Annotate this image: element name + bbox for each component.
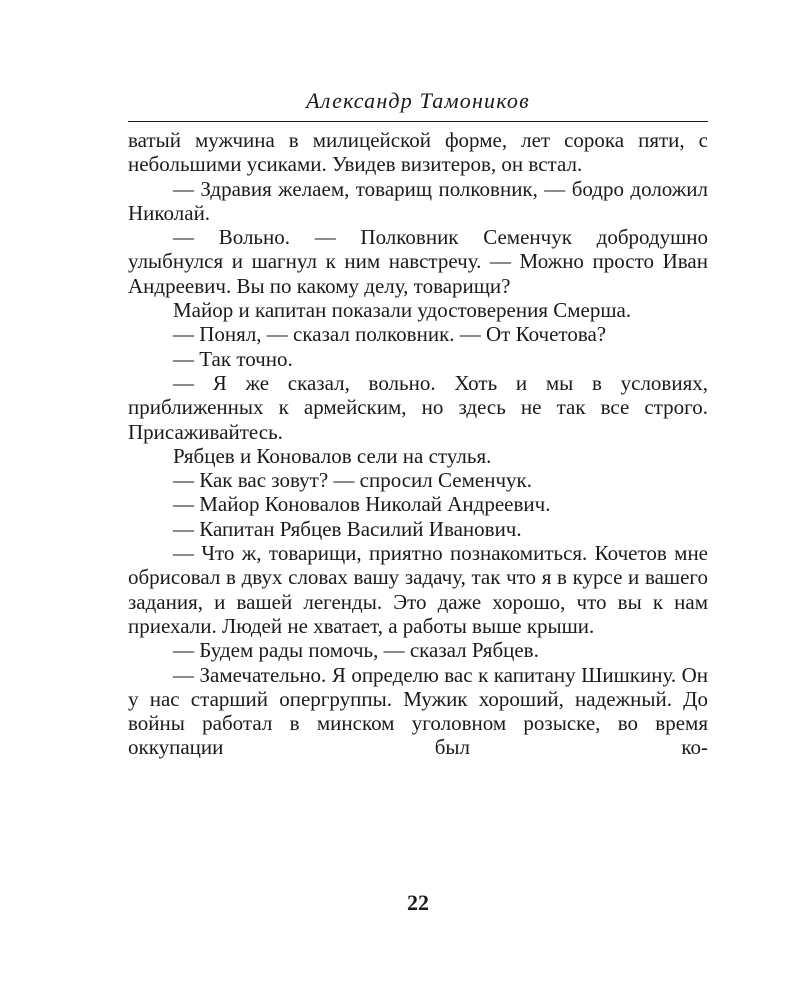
paragraph: — Я же сказал, вольно. Хоть и мы в условиях, приближенных к армейским, но здесь не так все строго. Присаживайтесь. (128, 370, 708, 444)
paragraph: ватый мужчина в милицейской форме, лет сорока пяти, с небольшими усиками. Увидев визитеров, он встал. (128, 128, 708, 177)
paragraph: — Будем рады помочь, — сказал Рябцев. (173, 638, 539, 663)
paragraph: — Что ж, товарищи, приятно познакомиться. Кочетов мне обрисовал в двух словах вашу задачу, так что я в курсе и вашего задания, и вашей легенды. Это даже хорошо, что вы к нам приехали. Людей не хватает, а работы выше крыши. (128, 541, 708, 638)
running-head-author: Александр Тамоников (306, 88, 530, 113)
paragraph: — Майор Коновалов Николай Андреевич. (173, 492, 551, 517)
paragraph: — Капитан Рябцев Василий Иванович. (173, 516, 522, 541)
paragraph: Рябцев и Коновалов сели на стулья. (173, 443, 492, 468)
paragraph: — Здравия желаем, товарищ полковник, — бодро доложил Николай. (128, 176, 708, 225)
paragraph: — Вольно. — Полковник Семенчук добродушно улыбнулся и шагнул к ним навстречу. — Можно просто Иван Андреевич. Вы по какому делу, товарищи? (128, 225, 708, 298)
paragraph: Майор и капитан показали удостоверения Смерша. (173, 298, 632, 323)
paragraph: — Понял, — сказал полковник. — От Кочетова? (173, 322, 607, 347)
body-text (128, 128, 708, 760)
paragraph: — Как вас зовут? — спросил Семенчук. (173, 468, 532, 493)
header-rule (128, 121, 708, 122)
paragraph: — Замечательно. Я определю вас к капитану Шишкину. Он у нас старший опергруппы. Мужик хороший, надежный. До войны работал в минском уголовном розыске, во время оккупации был ко- (128, 662, 708, 760)
page-number: 22 (407, 890, 429, 915)
paragraph: — Так точно. (173, 346, 293, 371)
